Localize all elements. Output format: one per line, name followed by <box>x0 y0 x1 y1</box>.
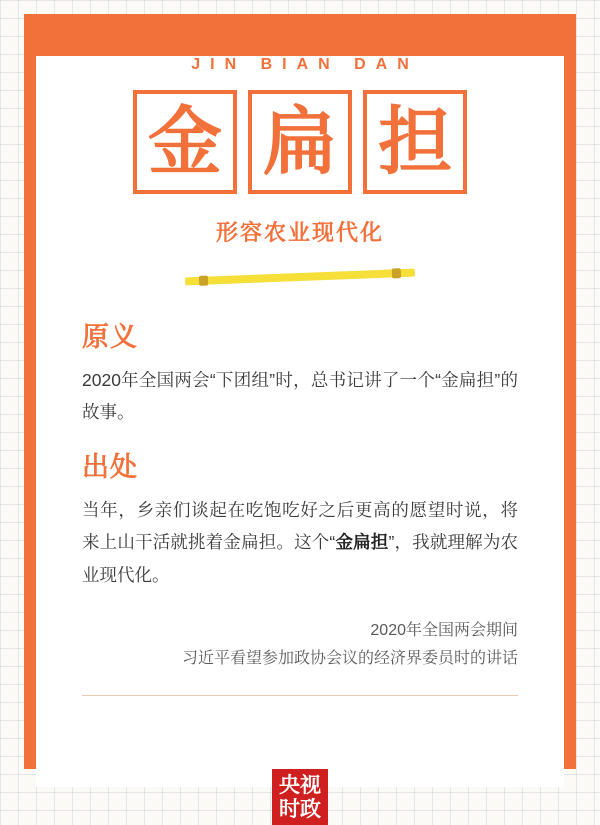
footer <box>36 769 564 825</box>
source-text-before: 当年，乡亲们谈起在吃饱吃好之后更高的愿望时说，将来上山干活就挑着金扁担。这个“ <box>82 499 518 553</box>
title-character-3: 担 <box>378 99 452 185</box>
pinyin-title: JIN BIAN DAN <box>191 56 419 73</box>
divider <box>36 265 564 299</box>
section-text-origin-meaning: 2020年全国两会“下团组”时，总书记讲了一个“金扁担”的故事。 <box>82 370 518 423</box>
title-character-box-3 <box>363 90 467 194</box>
horizontal-rule <box>82 695 518 696</box>
title-character-box-1 <box>133 90 237 194</box>
source-text-after: ”，我就理解为农业现代化。 <box>82 532 519 585</box>
poster-card <box>24 14 576 821</box>
title-character-box-2 <box>248 90 352 194</box>
poster-subtitle: 形容农业现代化 <box>215 220 384 245</box>
logo-line-1: 央视 <box>279 773 321 797</box>
title-character-1: 金 <box>148 99 222 185</box>
logo-line-2: 时政 <box>279 798 321 821</box>
poster-paper <box>36 56 564 821</box>
attribution-line-2: 习近平看望参加政协会议的经济界委员时的讲话 <box>181 649 518 667</box>
pencil-icon <box>185 269 415 286</box>
poster-content <box>36 315 564 673</box>
section-heading-origin-meaning: 原义 <box>82 322 138 352</box>
section-text-source <box>82 494 518 591</box>
title-character-row <box>36 90 564 194</box>
attribution-line-1: 2020年全国两会期间 <box>370 621 518 639</box>
title-character-2: 扁 <box>263 99 337 185</box>
section-heading-source: 出处 <box>82 451 138 482</box>
quote-attribution <box>82 617 518 673</box>
source-text-highlight: 金扁担 <box>335 532 389 553</box>
cctv-logo <box>272 769 328 825</box>
